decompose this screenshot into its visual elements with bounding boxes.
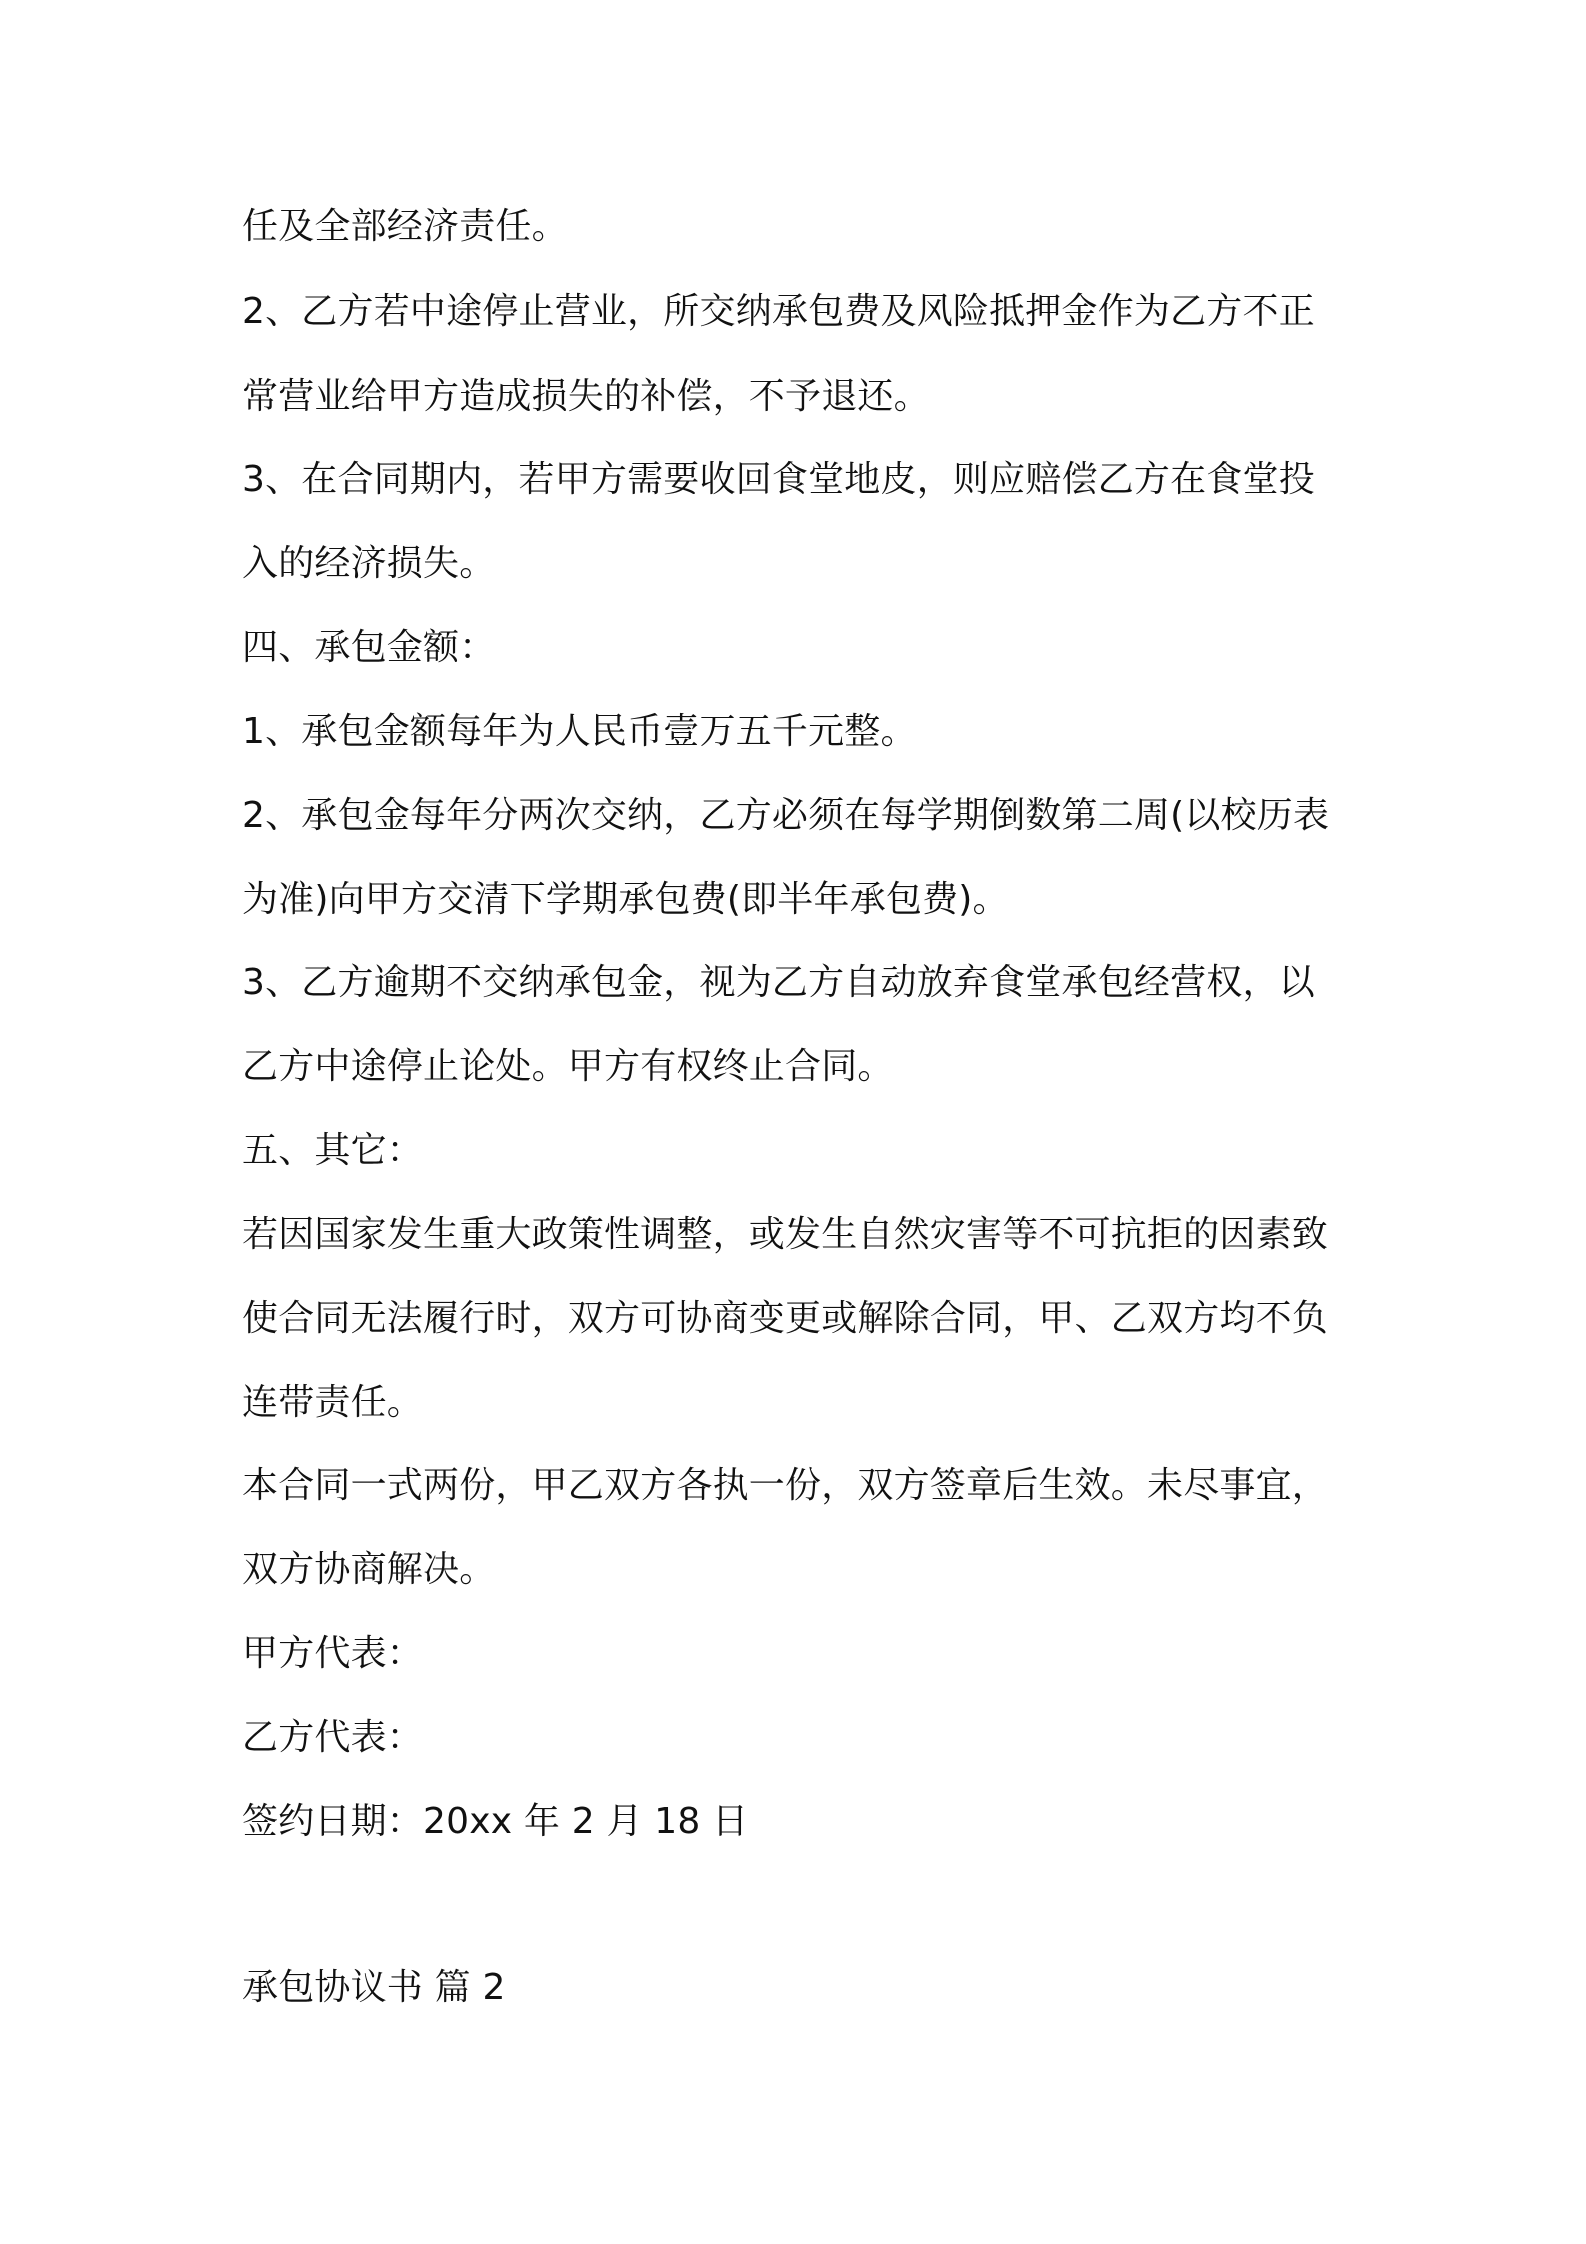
text-line: 本合同一式两份，甲乙双方各执一份，双方签章后生效。未尽事宜， (242, 1465, 1329, 1506)
text-line: 使合同无法履行时，双方可协商变更或解除合同，甲、乙双方均不负 (242, 1298, 1329, 1339)
text-line: 若因国家发生重大政策性调整，或发生自然灾害等不可抗拒的因素致 (242, 1214, 1329, 1255)
text-line: 双方协商解决。 (242, 1549, 496, 1590)
text-line: 1、承包金额每年为人民币壹万五千元整。 (242, 711, 917, 752)
section-heading: 五、其它： (242, 1130, 424, 1171)
section-heading: 四、承包金额： (242, 627, 496, 668)
text-line: 任及全部经济责任。 (242, 206, 568, 247)
signing-date: 签约日期：20xx 年 2 月 18 日 (242, 1801, 749, 1842)
document-section-title: 承包协议书 篇 2 (242, 1967, 506, 2008)
party-b-representative: 乙方代表： (242, 1717, 424, 1758)
text-line: 2、承包金每年分两次交纳，乙方必须在每学期倒数第二周(以校历表 (242, 795, 1330, 836)
text-line: 为准)向甲方交清下学期承包费(即半年承包费)。 (242, 879, 1009, 920)
party-a-representative: 甲方代表： (242, 1633, 424, 1674)
text-line: 常营业给甲方造成损失的补偿，不予退还。 (242, 376, 930, 417)
text-line: 乙方中途停止论处。甲方有权终止合同。 (242, 1046, 894, 1087)
text-line: 2、乙方若中途停止营业，所交纳承包费及风险抵押金作为乙方不正 (242, 291, 1315, 332)
text-line: 3、在合同期内，若甲方需要收回食堂地皮，则应赔偿乙方在食堂投 (242, 459, 1315, 500)
text-line: 入的经济损失。 (242, 543, 496, 584)
text-line: 连带责任。 (242, 1382, 424, 1423)
text-line: 3、乙方逾期不交纳承包金，视为乙方自动放弃食堂承包经营权，以 (242, 962, 1315, 1003)
